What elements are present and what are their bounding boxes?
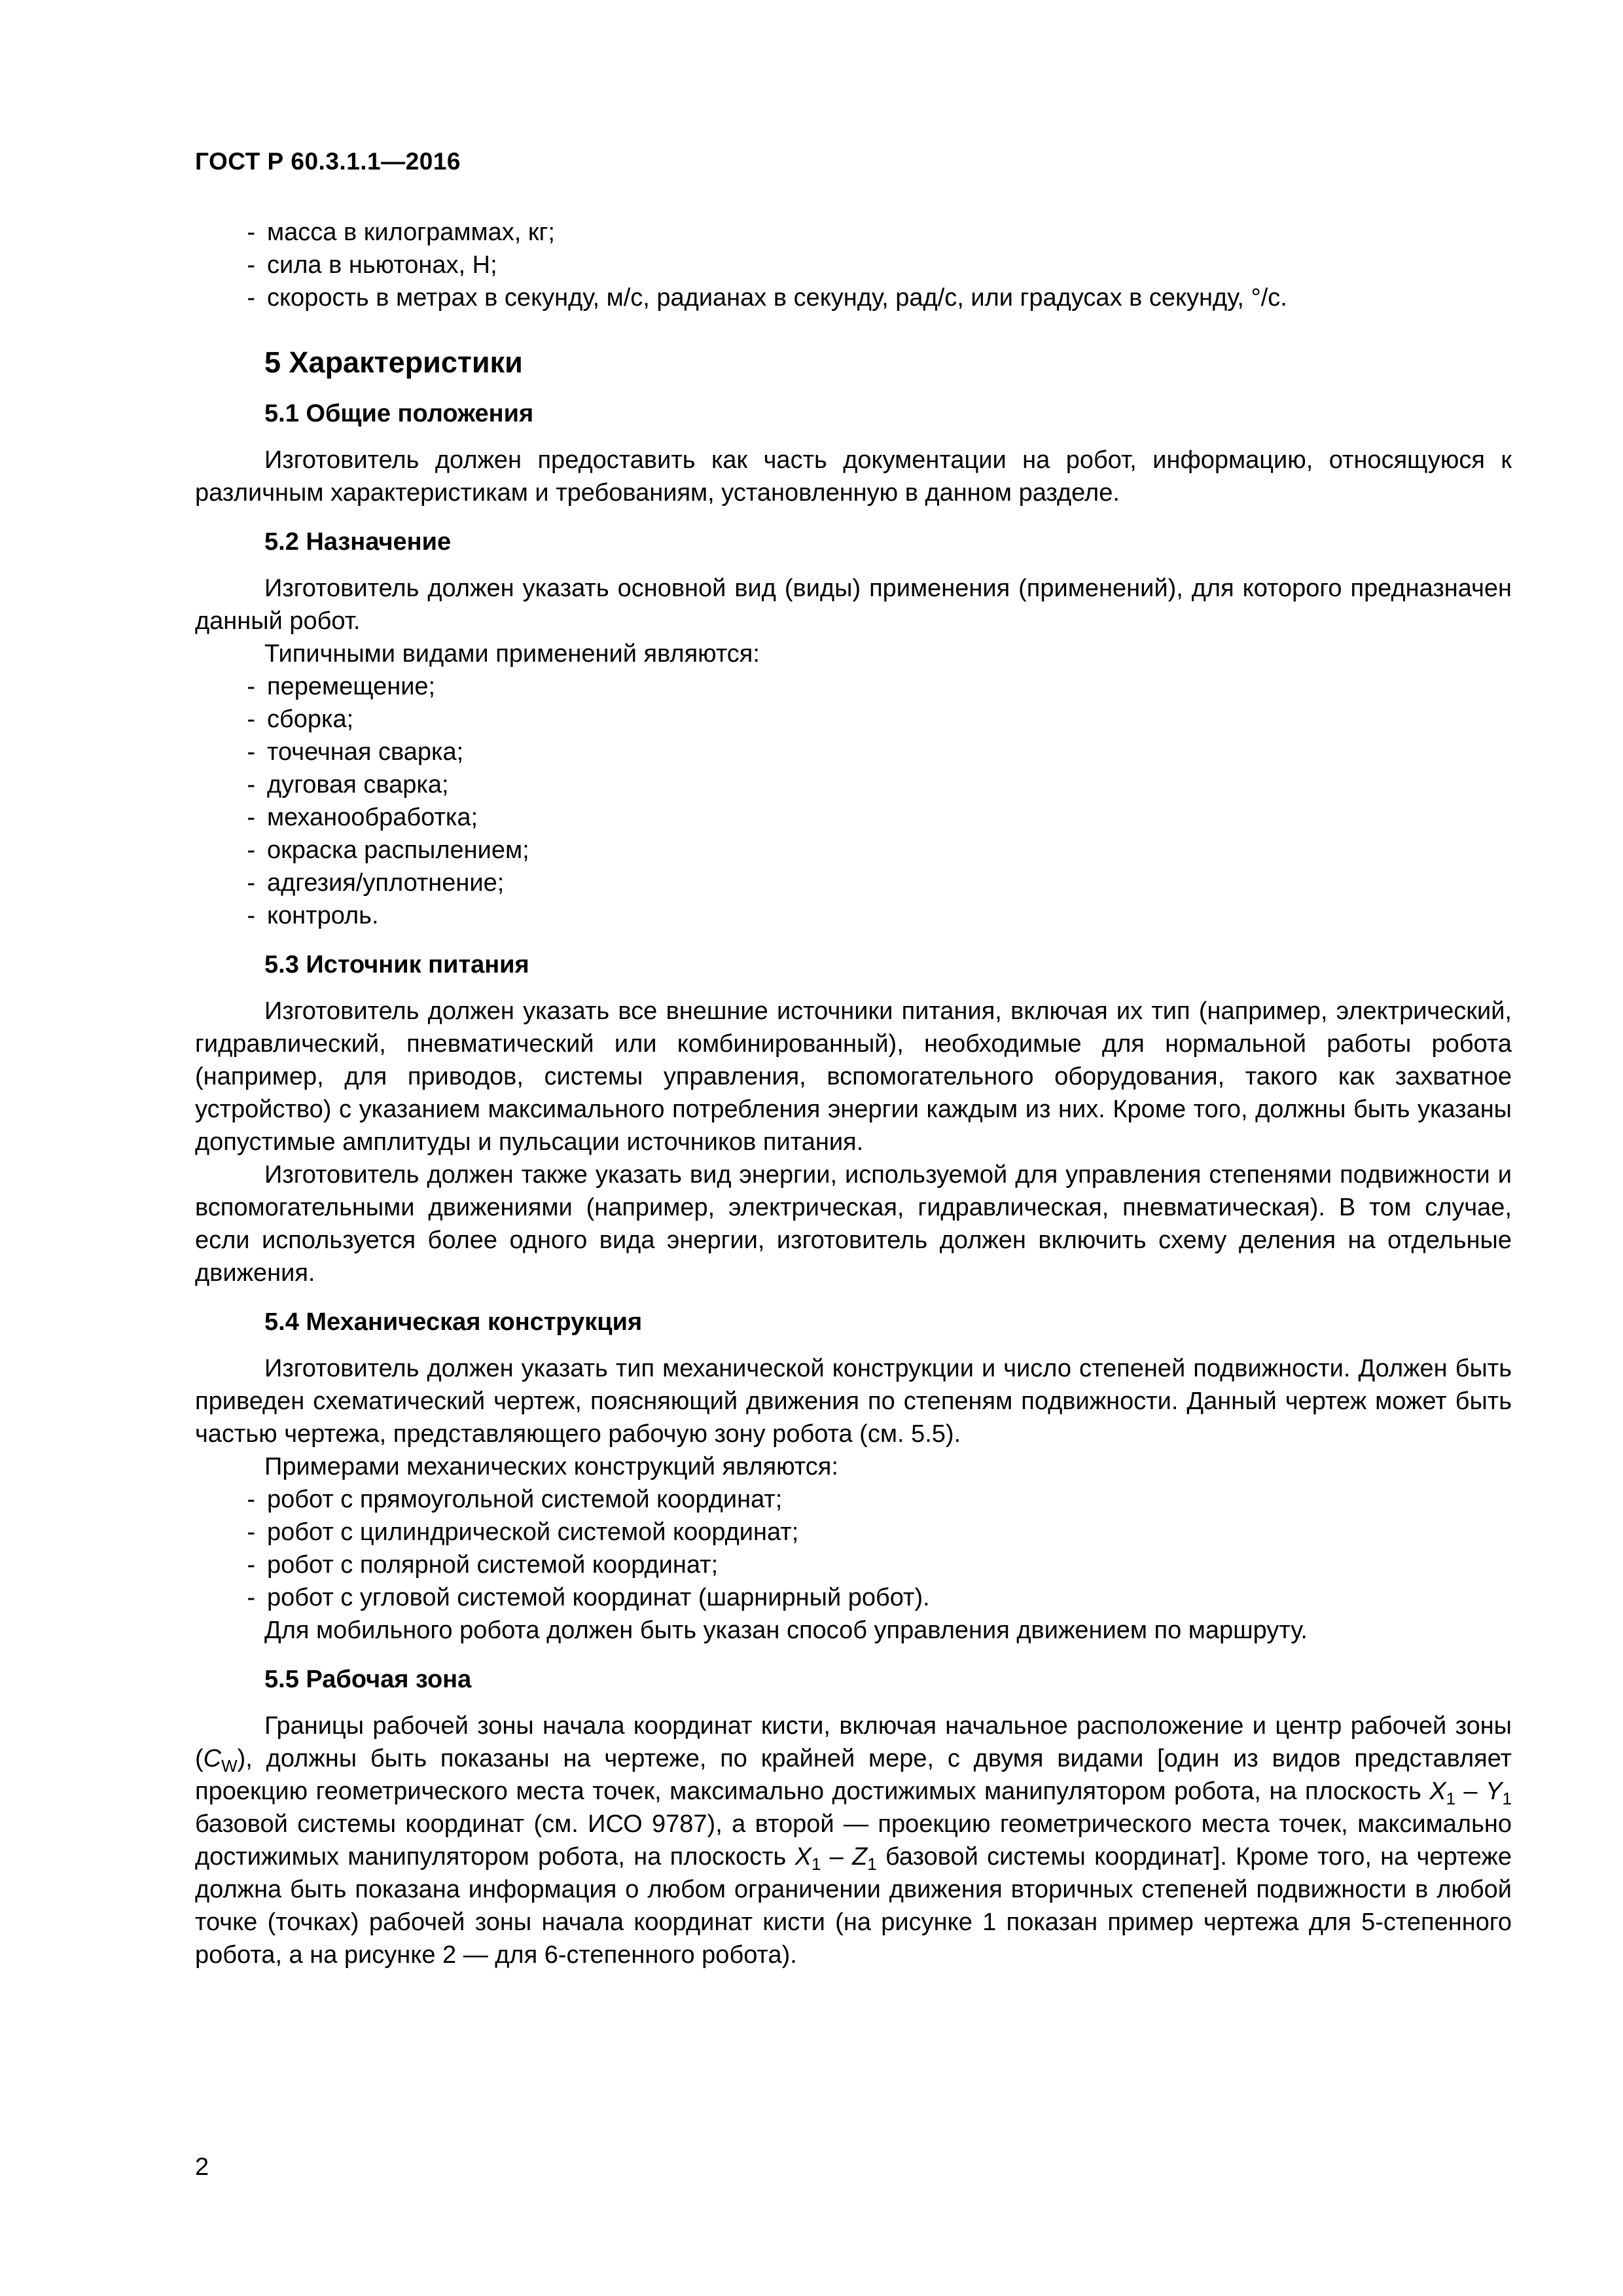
text-run: – [821, 1843, 853, 1871]
math-subscript: 1 [867, 1854, 877, 1874]
subsection-title-5-1: 5.1 Общие положения [264, 400, 534, 427]
math-subscript: 1 [1502, 1789, 1512, 1808]
list-item-text: перемещение; [267, 673, 436, 700]
applications-list-intro: Типичными видами применений являются: [264, 640, 760, 668]
page-number: 2 [195, 2153, 209, 2181]
list-item [195, 1483, 1512, 1516]
list-item-text: контроль. [267, 902, 379, 929]
list-item-text: робот с полярной системой координат; [267, 1551, 719, 1579]
math-symbol: X [1429, 1778, 1446, 1805]
text-run: ), должны быть показаны на чертеже, по крайней мере, с двумя видами [один из видов представляет проекцию геометрического места точек, максимально достижимых манипулятором робота, на плоскость [195, 1745, 1512, 1805]
text-run: базовой системы координат]. Кроме того, на чертеже должна быть показана информация о любом ограничении движения вторичных степеней подвижности в любой точке (точках) рабочей зоны начала координат кисти (на рисунке 1 показан пример чертежа для 5-степенного робота, а на рисунке 2 — для 6-степенного робота). [195, 1843, 1512, 1969]
paragraph-5-3-1: Изготовитель должен указать все внешние источники питания, включая их тип (например, электрический, гидравлический, пневматический или комбинированный), необходимые для нормальной работы робота (например, для приводов, системы управления, вспомогательного оборудования, такого как захватное устройство) с указанием максимального потребления энергии каждым из них. Кроме того, должны быть указаны допустимые амплитуды и пульсации источников питания. [195, 997, 1512, 1156]
document-page [195, 0, 1512, 2296]
math-subscript: 1 [1446, 1789, 1456, 1808]
list-item-text: дуговая сварка; [267, 771, 449, 798]
document-code-header: ГОСТ Р 60.3.1.1—2016 [195, 148, 461, 175]
list-item [195, 801, 1512, 834]
constructions-list-intro: Примерами механических конструкций являются: [264, 1453, 838, 1480]
subsection-title-5-4: 5.4 Механическая конструкция [264, 1308, 643, 1336]
list-item [195, 834, 1512, 867]
math-symbol: Z [852, 1843, 868, 1871]
units-list [195, 216, 1512, 314]
section-title: 5 Характеристики [264, 346, 523, 379]
list-item [195, 216, 1512, 249]
list-item [195, 249, 1512, 281]
list-item-text: робот с прямоугольной системой координат; [267, 1486, 783, 1513]
list-item [195, 1549, 1512, 1581]
list-item-text: скорость в метрах в секунду, м/с, радианах в секунду, рад/с, или градусах в секунду, °/с. [267, 284, 1287, 312]
list-item [195, 703, 1512, 736]
text-run: Границы рабочей зоны начала координат кисти, включая начальное расположение и центр рабочей зоны ( [195, 1712, 1512, 1772]
list-item-text: сила в ньютонах, Н; [267, 251, 497, 279]
subsection-title-5-2: 5.2 Назначение [264, 528, 452, 556]
list-item-text: окраска распылением; [267, 836, 529, 864]
list-item-text: сборка; [267, 706, 354, 733]
list-item [195, 1516, 1512, 1549]
math-symbol: C [203, 1745, 222, 1772]
subsection-title-5-5: 5.5 Рабочая зона [264, 1666, 472, 1693]
list-item-text: точечная сварка; [267, 738, 464, 766]
math-subscript: W [221, 1756, 238, 1776]
math-subscript: 1 [811, 1854, 821, 1874]
document-body [195, 216, 1512, 1971]
list-item [195, 281, 1512, 314]
math-symbol: Y [1486, 1778, 1503, 1805]
list-item [195, 1581, 1512, 1614]
applications-list [195, 670, 1512, 932]
list-item [195, 867, 1512, 899]
constructions-list [195, 1483, 1512, 1614]
list-item-text: адгезия/уплотнение; [267, 869, 505, 897]
list-item [195, 670, 1512, 703]
paragraph-5-1: Изготовитель должен предоставить как часть документации на робот, информацию, относящуюся к различным характеристикам и требованиям, установленную в данном разделе. [195, 446, 1512, 507]
list-item [195, 899, 1512, 932]
paragraph-5-3-2: Изготовитель должен также указать вид энергии, используемой для управления степенями подвижности и вспомогательными движениями (например, электрическая, гидравлическая, пневматическая). В том случае, если используется более одного вида энергии, изготовитель должен включить схему деления на отдельные движения. [195, 1161, 1512, 1287]
math-symbol: X [794, 1843, 812, 1871]
paragraph-5-4-1: Изготовитель должен указать тип механической конструкции и число степеней подвижности. Должен быть приведен схематический чертеж, поясняющий движения по степеням подвижности. Данный чертеж может быть частью чертежа, представляющего рабочую зону робота (см. 5.5). [195, 1355, 1512, 1448]
paragraph-5-4-2: Для мобильного робота должен быть указан способ управления движением по маршруту. [264, 1617, 1308, 1644]
paragraph-5-5 [195, 1710, 1512, 1971]
text-run: – [1455, 1778, 1486, 1805]
list-item-text: масса в килограммах, кг; [267, 219, 555, 246]
list-item [195, 736, 1512, 768]
list-item-text: механообработка; [267, 804, 478, 831]
list-item-text: робот с угловой системой координат (шарнирный робот). [267, 1584, 930, 1611]
list-item-text: робот с цилиндрической системой координат; [267, 1518, 799, 1546]
text-run: базовой системы координат (см. ИСО 9787), а второй — проекцию геометрического места точек, максимально достижимых манипулятором робота, на плоскость [195, 1810, 1512, 1871]
paragraph-5-2: Изготовитель должен указать основной вид (виды) применения (применений), для которого предназначен данный робот. [195, 575, 1512, 635]
list-item [195, 768, 1512, 801]
subsection-title-5-3: 5.3 Источник питания [264, 951, 529, 978]
